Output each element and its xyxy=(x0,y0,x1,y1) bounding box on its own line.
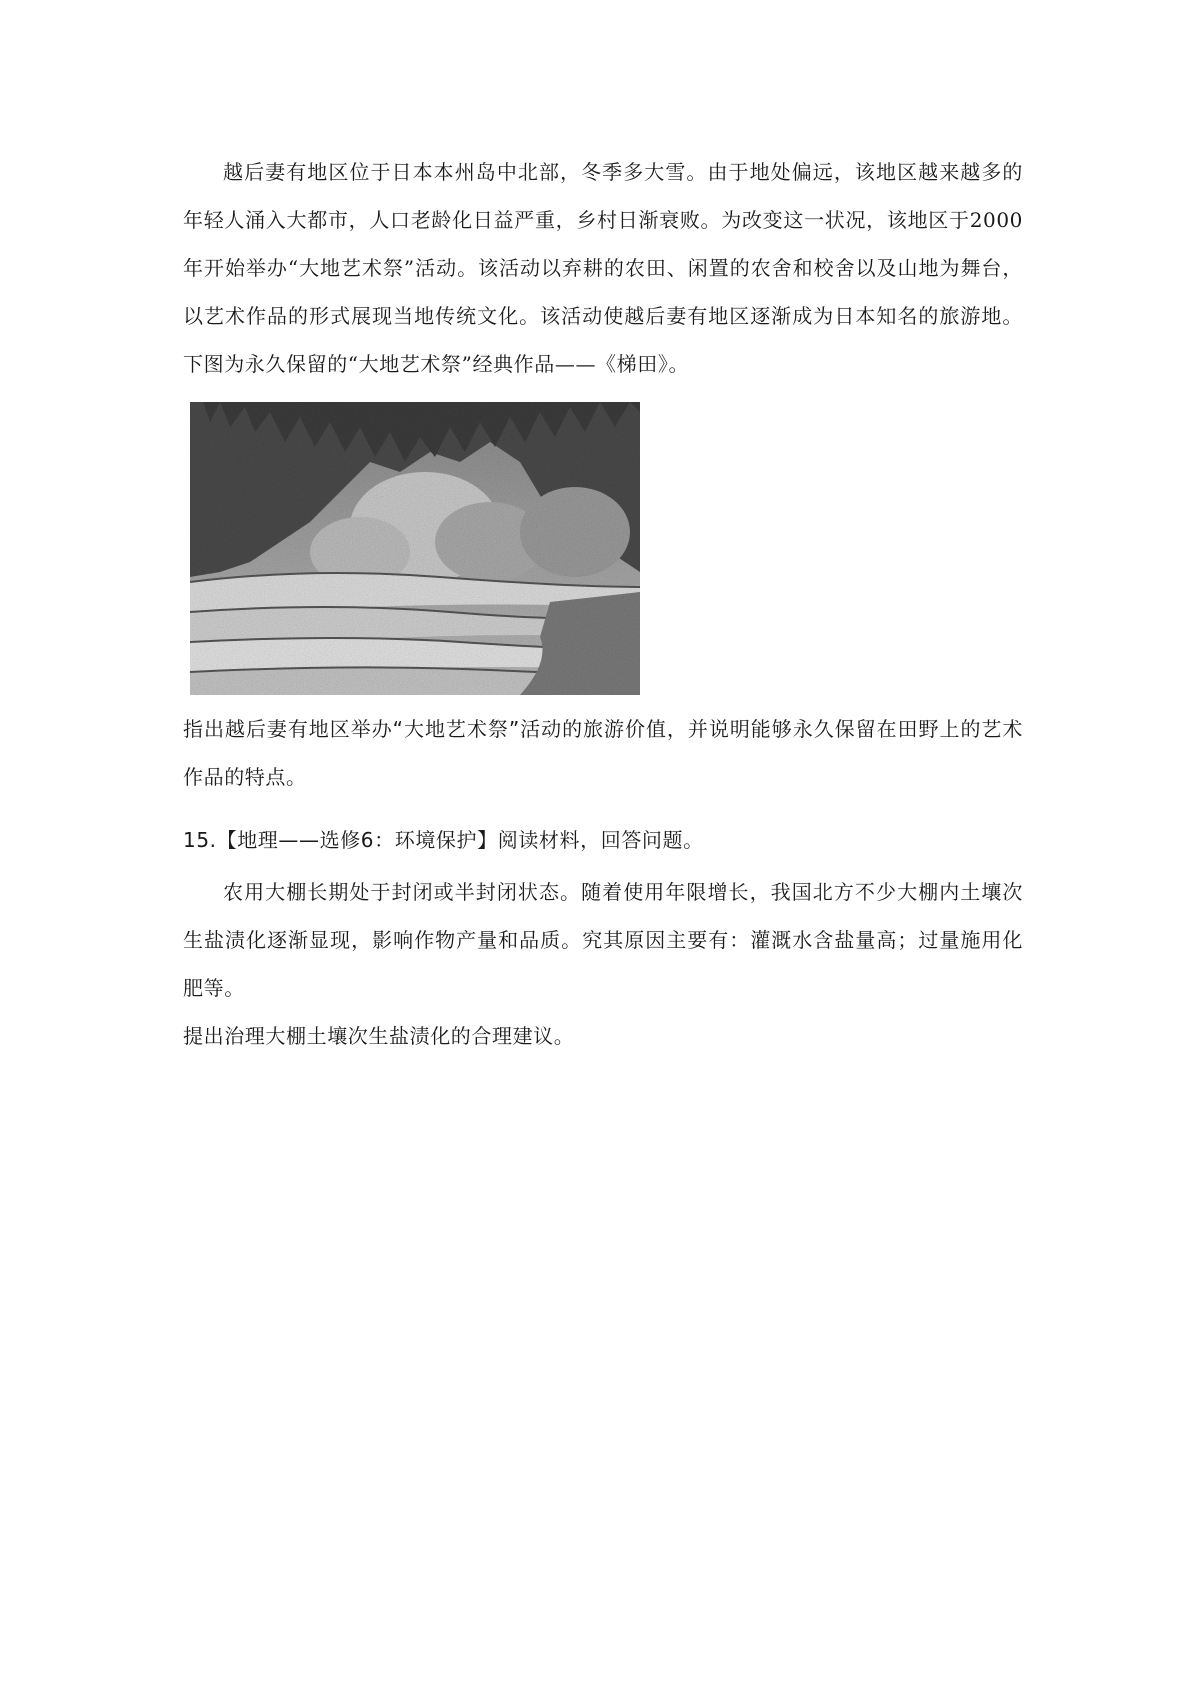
terrace-artwork-photo xyxy=(190,402,640,695)
material-paragraph-1: 越后妻有地区位于日本本州岛中北部，冬季多大雪。由于地处偏远，该地区越来越多的年轻人涌入大都市，人口老龄化日益严重，乡村日渐衰败。为改变这一状况，该地区于2000年开始举办“大地艺术祭”活动。该活动以弃耕的农田、闲置的农舍和校舍以及山地为舞台，以艺术作品的形式展现当地传统文化。该活动使越后妻有地区逐渐成为日本知名的旅游地。下图为永久保留的“大地艺术祭”经典作品——《梯田》。 xyxy=(183,160,1023,376)
question-2-text: 提出治理大棚土壤次生盐渍化的合理建议。 xyxy=(183,1024,575,1048)
material-paragraph-2: 农用大棚长期处于封闭或半封闭状态。随着使用年限增长，我国北方不少大棚内土壤次生盐渍化逐渐显现，影响作物产量和品质。究其原因主要有：灌溉水含盐量高；过量施用化肥等。 xyxy=(183,880,1023,1000)
question-15-title: 【地理——选修6：环境保护】阅读材料，回答问题。 xyxy=(216,828,704,852)
question-15-heading xyxy=(183,820,1023,860)
question-1-text: 指出越后妻有地区举办“大地艺术祭”活动的旅游价值，并说明能够永久保留在田野上的艺术作品的特点。 xyxy=(183,717,1023,789)
question-number: 15. xyxy=(183,828,217,852)
